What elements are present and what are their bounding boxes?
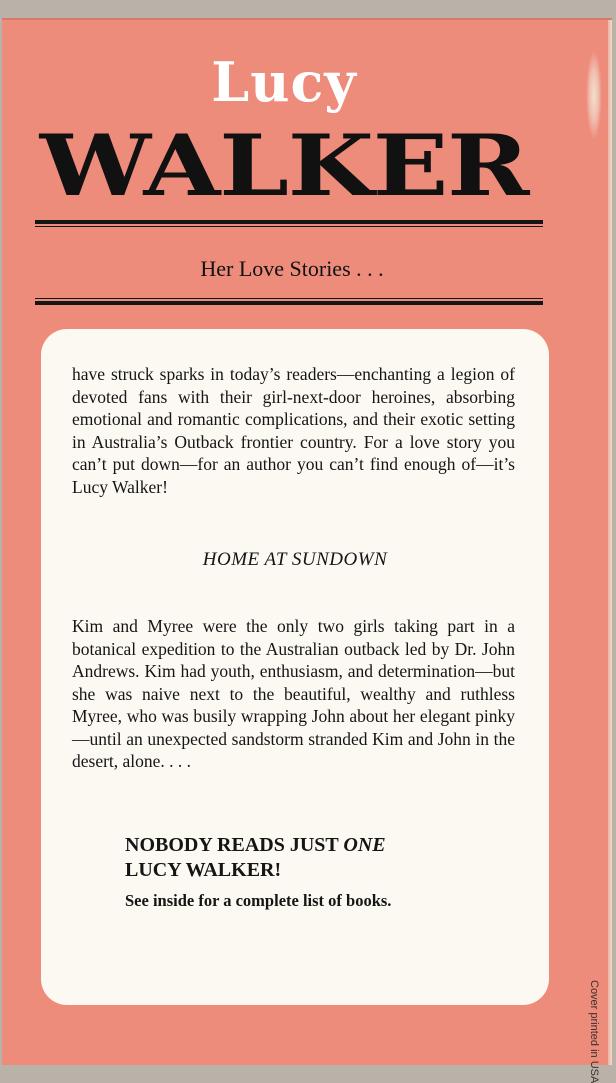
bottom-rule <box>35 298 543 305</box>
slogan-emphasis: ONE <box>343 834 386 856</box>
see-inside-note: See inside for a complete list of books. <box>125 891 392 910</box>
blurb-text: have struck sparks in today’s readers—enchanting a legion of devoted fans with their girl-next-door heroines, absorbing emotional and romantic complications, and their exotic setting in Australia’s Outback frontier country. For a love story you can’t put down—for an author you can’t find enough of—it’s Lucy Walker! <box>72 364 515 497</box>
slogan-before: NOBODY READS JUST <box>125 834 344 856</box>
printed-in-note: Cover printed in USA <box>588 980 600 1083</box>
slogan-after: LUCY WALKER! <box>125 859 282 881</box>
author-first-name: Lucy <box>211 50 357 114</box>
book-title: HOME AT SUNDOWN <box>202 549 388 570</box>
top-rule <box>35 220 543 227</box>
back-cover <box>2 18 612 1083</box>
tagline: Her Love Stories . . . <box>200 256 384 281</box>
slogan <box>125 833 505 883</box>
description-panel <box>41 329 549 1005</box>
author-last-name: WALKER <box>39 116 529 215</box>
synopsis-text: Kim and Myree were the only two girls taking part in a botanical expedition to the Australian outback led by Dr. John Andrews. Kim had youth, enthusiasm, and determination—but she was naive next to the beautiful, wealthy and ruthless Myree, who was busily wrapping John about her elegant pinky—until an unexpected sandstorm stranded Kim and John in the desert, alone. . . . <box>72 616 515 771</box>
